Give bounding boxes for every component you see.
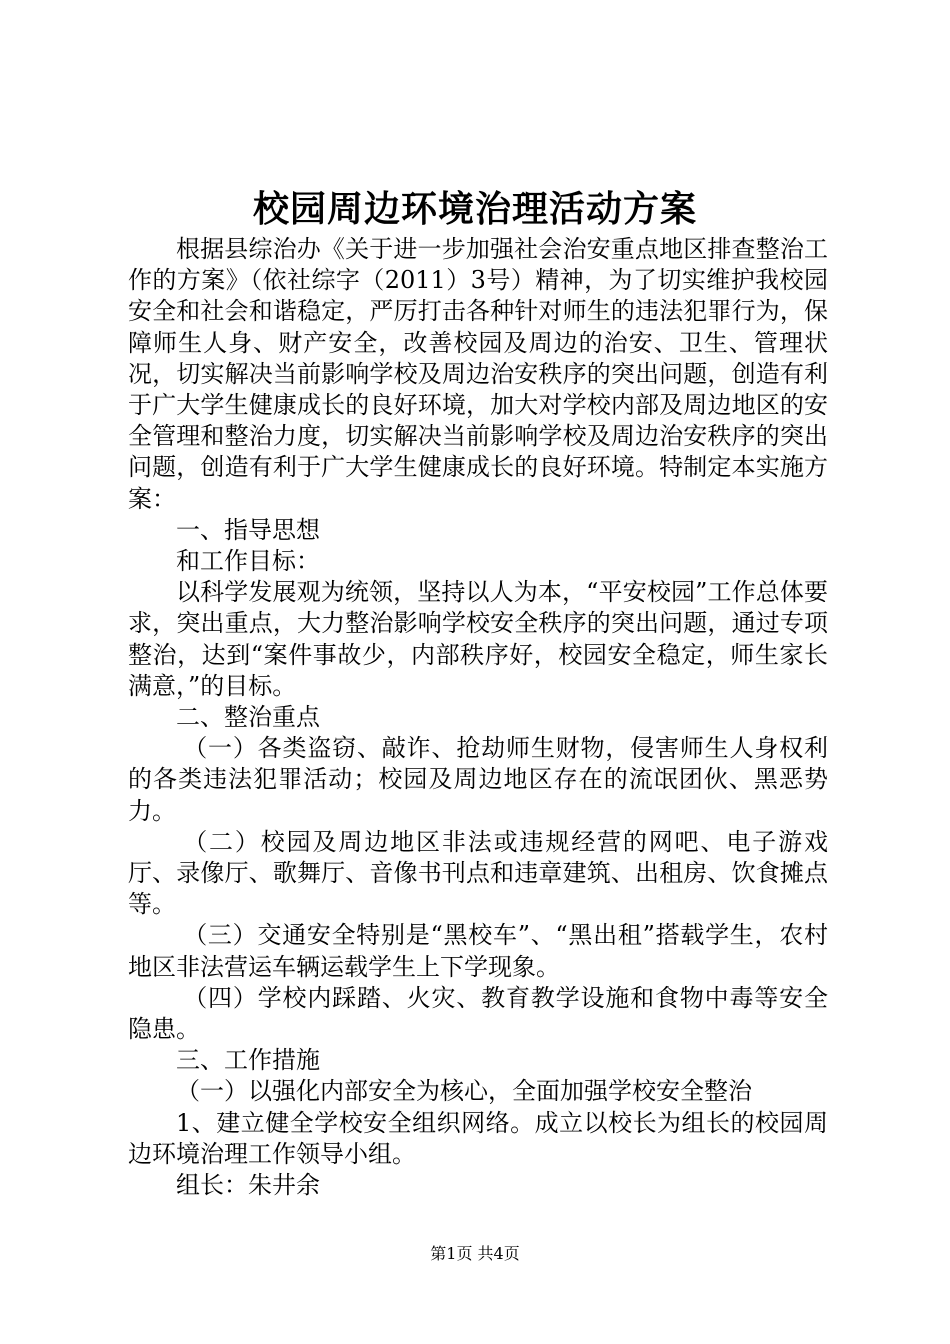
document-body <box>128 234 828 1201</box>
section-heading-guiding-ideology: 一、指导思想 <box>176 515 320 544</box>
section-heading-key-targets: 二、整治重点 <box>176 703 320 732</box>
target-item-2: （二）校园及周边地区非法或违规经营的网吧、电子游戏厅、录像厅、歌舞厅、音像书刊点和违章建筑、出租房、饮食摊点等。 <box>128 827 828 919</box>
target-item-3: （三）交通安全特别是“黑校车”、“黑出租”搭载学生，农村地区非法营运车辆运载学生上下学现象。 <box>128 921 828 981</box>
section-heading-measures: 三、工作措施 <box>176 1046 320 1075</box>
intro-paragraph: 根据县综治办《关于进一步加强社会治安重点地区排查整治工作的方案》（依社综字（2011）3号）精神，为了切实维护我校园安全和社会和谐稳定，严厉打击各种针对师生的违法犯罪行为，保障师生人身、财产安全，改善校园及周边的治安、卫生、管理状况，切实解决当前影响学校及周边治安秩序的突出问题，创造有利于广大学生健康成长的良好环境，加大对学校内部及周边地区的安全管理和整治力度，切实解决当前影响学校及周边治安秩序的突出问题，创造有利于广大学生健康成长的良好环境。特制定本实施方案： <box>128 235 828 513</box>
goals-paragraph: 以科学发展观为统领，坚持以人为本，“平安校园”工作总体要求，突出重点，大力整治影响学校安全秩序的突出问题，通过专项整治，达到“案件事故少，内部秩序好，校园安全稳定，师生家长满意，”的目标。 <box>128 578 828 700</box>
document-title: 校园周边环境治理活动方案 <box>252 188 697 230</box>
section-heading-work-goals: 和工作目标： <box>176 547 320 576</box>
team-leader-line: 组长：朱井余 <box>176 1171 320 1200</box>
page-footer: 第1页 共4页 <box>430 1244 520 1263</box>
target-item-1: （一）各类盗窃、敲诈、抢劫师生财物，侵害师生人身权利的各类违法犯罪活动；校园及周边地区存在的流氓团伙、黑恶势力。 <box>128 734 828 825</box>
measure-item-1: 1、建立健全学校安全组织网络。成立以校长为组长的校园周边环境治理工作领导小组。 <box>128 1108 828 1168</box>
target-item-4: （四）学校内踩踏、火灾、教育教学设施和食物中毒等安全隐患。 <box>128 983 828 1044</box>
measure-subheading-1: （一）以强化内部安全为核心，全面加强学校安全整治 <box>176 1077 752 1106</box>
